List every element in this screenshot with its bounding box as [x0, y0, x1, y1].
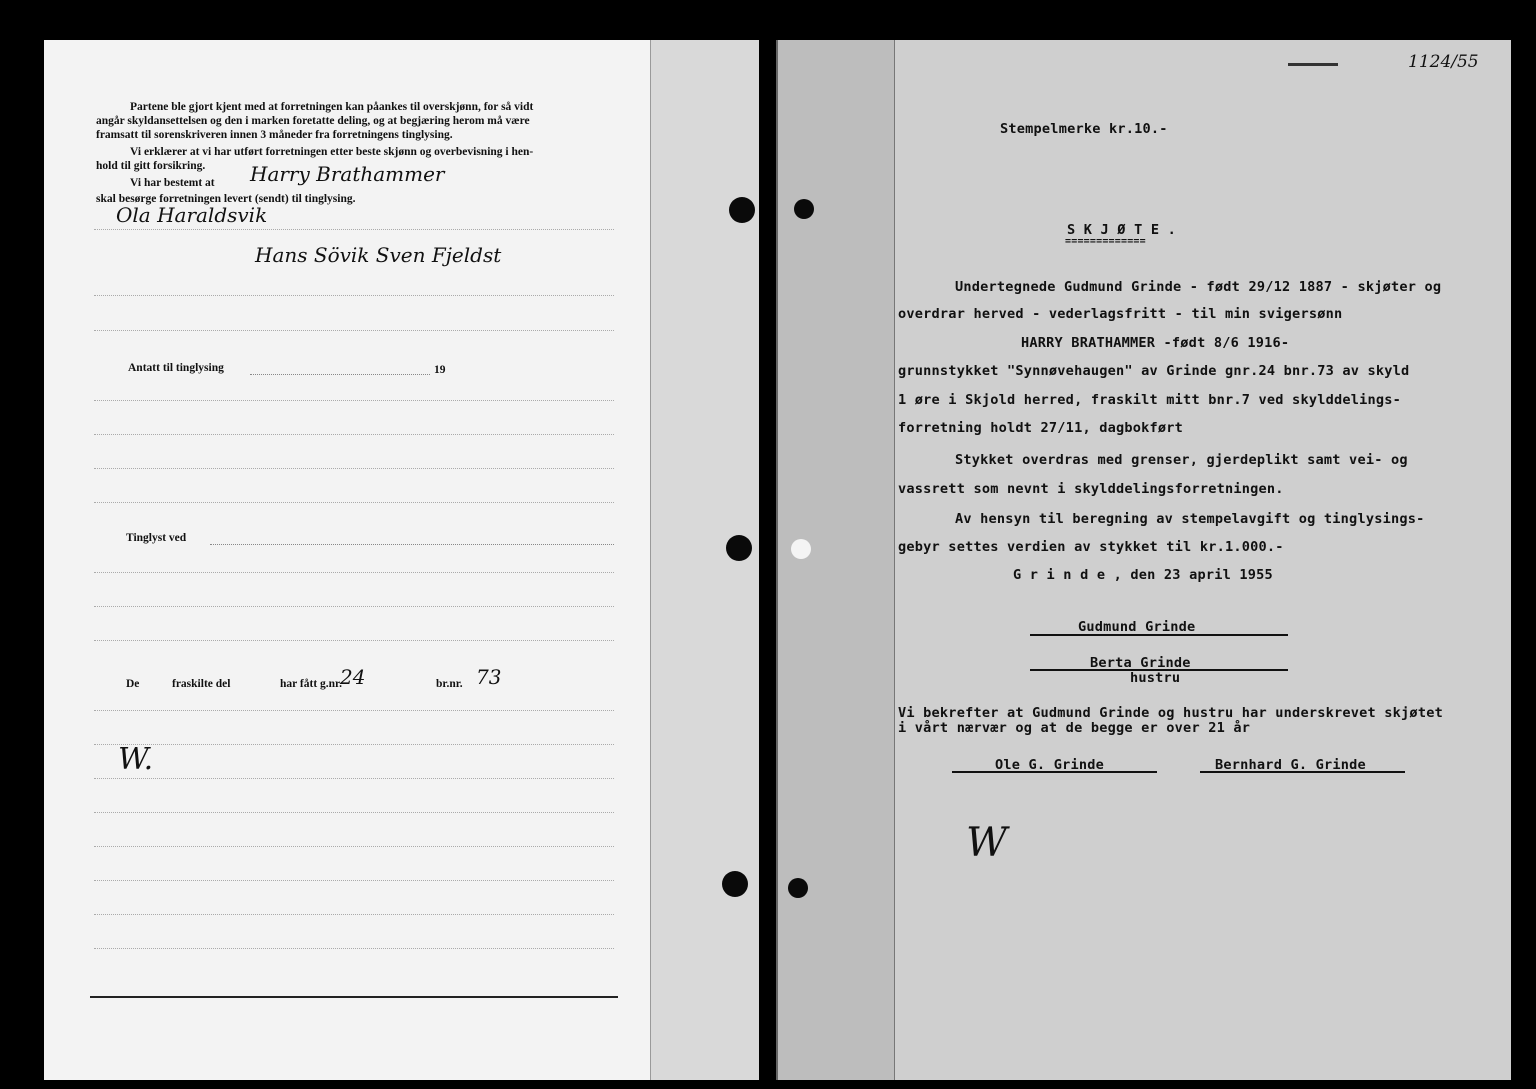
dotted-rule: [94, 400, 614, 401]
right-page: [894, 40, 1511, 1080]
signer-gudmund: Gudmund Grinde: [1078, 619, 1196, 635]
body-line: Av hensyn til beregning av stempelavgift og tinglysings-: [955, 511, 1425, 527]
signature-rule: [1030, 634, 1288, 636]
dotted-rule: [94, 710, 614, 711]
dotted-rule: [94, 948, 614, 949]
dotted-rule: [94, 846, 614, 847]
witness-statement: Vi bekrefter at Gudmund Grinde og hustru har underskrevet skjøtet: [898, 705, 1443, 721]
dotted-rule: [94, 502, 614, 503]
body-line: 1 øre i Skjold herred, fraskilt mitt bnr.7 ved skylddelings-: [898, 392, 1402, 408]
dotted-rule: [94, 468, 614, 469]
place-date-line: G r i n d e , den 23 april 1955: [1013, 567, 1273, 583]
notice-line: Vi erklærer at vi har utført forretningen etter beste skjønn og overbevisning i hen-: [130, 146, 534, 158]
body-line: vassrett som nevnt i skylddelingsforretningen.: [898, 481, 1284, 497]
notice-line: Partene ble gjort kjent med at forretningen kan påankes til overskjønn, for så vidt: [130, 101, 534, 113]
dotted-rule: [94, 434, 614, 435]
document-title: S K J Ø T E .: [1067, 222, 1176, 238]
body-line: gebyr settes verdien av stykket til kr.1.000.-: [898, 539, 1284, 555]
binder-hole: [788, 878, 808, 898]
body-line: Undertegnede Gudmund Grinde - født 29/12 1887 - skjøter og: [955, 279, 1442, 295]
stempelmerke-line: Stempelmerke kr.10.-: [1000, 121, 1168, 137]
witness-rule: [952, 771, 1157, 773]
body-line: grunnstykket "Synnøvehaugen" av Grinde gnr.24 bnr.73 av skyld: [898, 363, 1410, 379]
dotted-rule: [94, 572, 614, 573]
notice-line: framsatt til sorenskriveren innen 3 måneder fra forretningens tinglysing.: [96, 129, 453, 141]
dotted-rule: [94, 640, 614, 641]
body-line: forretning holdt 27/11, dagbokført: [898, 420, 1184, 436]
binder-hole: [794, 199, 814, 219]
corner-folio-number: 1124/55: [1408, 52, 1479, 72]
witness-statement: i vårt nærvær og at de begge er over 21 år: [898, 720, 1251, 736]
dotted-rule: [94, 744, 614, 745]
body-line: overdrar herved - vederlagsfritt - til min svigersønn: [898, 306, 1343, 322]
fraskilt-brnr-value: 73: [476, 665, 502, 689]
dotted-rule: [94, 606, 614, 607]
signer-berta-role: hustru: [1130, 670, 1181, 686]
dotted-rule: [94, 330, 614, 331]
antatt-label: Antatt til tinglysing: [128, 362, 224, 374]
binding-gutter-right: [776, 40, 896, 1080]
fraskilt-gnr-label: har fått g.nr.: [280, 678, 342, 690]
notice-line: angår skyldansettelsen og den i marken foretatte deling, og at begjæring herom må være: [96, 115, 530, 127]
notice-line: hold til gitt forsikring.: [96, 160, 206, 172]
initials-mark: W.: [118, 742, 154, 777]
bottom-rule: [90, 996, 618, 998]
bestemt-name: Harry Brathammer: [250, 162, 445, 186]
body-line-grantee: HARRY BRATHAMMER -født 8/6 1916-: [1021, 335, 1290, 351]
tinglyst-label: Tinglyst ved: [126, 532, 187, 544]
signature-hans: Hans Sövik Sven Fjeldst: [255, 243, 502, 267]
margin-handwritten-mark: W: [966, 820, 1008, 866]
fraskilt-de: De: [126, 678, 140, 690]
fraskilt-brnr-label: br.nr.: [436, 678, 463, 690]
signature-ola: Ola Haraldsvik: [116, 203, 268, 227]
fraskilt-del: fraskilte del: [172, 678, 231, 690]
besorge-line: skal besørge forretningen levert (sendt) til tinglysing.: [96, 193, 356, 205]
witness-ole: Ole G. Grinde: [995, 757, 1104, 773]
dotted-rule: [94, 812, 614, 813]
dotted-rule: [94, 295, 614, 296]
dotted-rule: [94, 229, 614, 230]
binder-hole: [791, 539, 811, 559]
binder-hole: [729, 197, 755, 223]
title-underline: =============: [1065, 236, 1146, 247]
witness-bernhard: Bernhard G. Grinde: [1215, 757, 1366, 773]
dotted-rule: [94, 914, 614, 915]
binder-hole: [726, 535, 752, 561]
corner-stamp-strike: ▬▬▬▬▬: [1288, 58, 1338, 69]
fraskilt-gnr-value: 24: [340, 665, 366, 689]
signer-berta: Berta Grinde: [1090, 655, 1191, 671]
binder-hole: [722, 871, 748, 897]
antatt-year: 19: [434, 364, 446, 376]
dotted-rule: [94, 880, 614, 881]
dotted-rule: [94, 778, 614, 779]
antatt-fill-line: [250, 374, 430, 375]
body-line: Stykket overdras med grenser, gjerdeplikt samt vei- og: [955, 452, 1408, 468]
bestemt-label: Vi har bestemt at: [130, 177, 215, 189]
witness-rule: [1200, 771, 1405, 773]
tinglyst-fill-line: [210, 544, 614, 545]
